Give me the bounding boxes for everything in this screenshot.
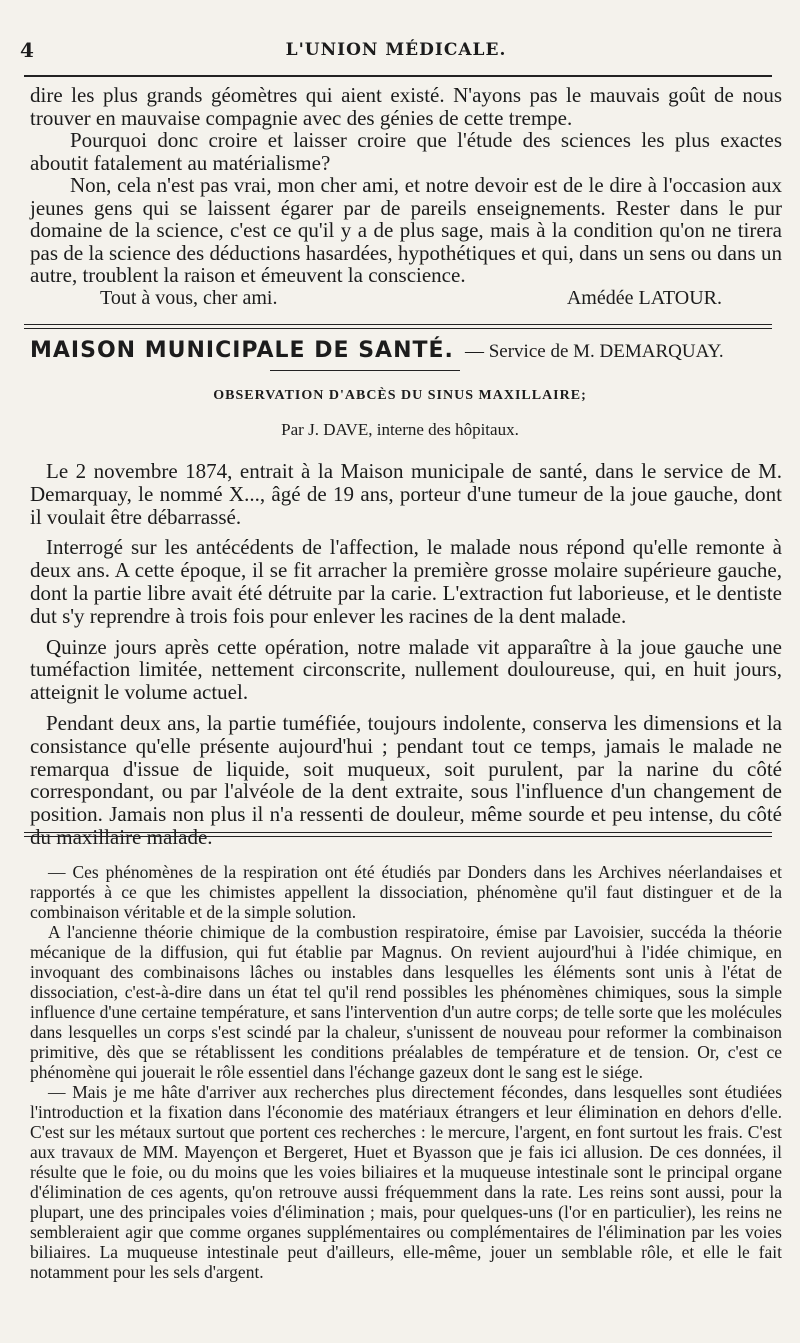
feuilleton-paragraph: — Ces phénomènes de la respiration ont été étudiés par Donders dans les Archives néerlandaises et rapportés à ce que les chimistes appellent la dissociation, phénomène qu'il faut distinguer et de la combinaison véritable et de la simple solution. xyxy=(30,862,782,922)
section-heading xyxy=(30,338,772,368)
running-header xyxy=(20,38,772,68)
letter-paragraph: Non, cela n'est pas vrai, mon cher ami, et notre devoir est de le dire à l'occasion aux jeunes gens qui se laissent égarer par de pareils enseignements. Rester dans le pur domaine de la science, c'est ce qu'il y a de plus sage, mais à la condition qu'on ne tirera pas de la science des déductions hasardées, hypothétiques et qui, dans un sens ou dans un autre, troublent la raison et émeuvent la conscience. xyxy=(30,173,782,287)
observation-paragraph: Interrogé sur les antécédents de l'affection, le malade nous répond qu'elle remonte à deux ans. A cette époque, il se fit arracher la première grosse molaire supérieure gauche, dont la partie libre avait été détruite par la carie. L'extraction fut laborieuse, et le dentiste dut s'y reprendre à trois fois pour enlever les racines de la dent malade. xyxy=(30,535,782,628)
letter-closing: Tout à vous, cher ami. xyxy=(100,286,278,309)
observation-title: OBSERVATION D'ABCÈS DU SINUS MAXILLAIRE; xyxy=(213,388,587,403)
observation-body xyxy=(30,460,782,857)
section-service: — Service de M. DEMARQUAY. xyxy=(464,341,724,362)
observation-paragraph: Pendant deux ans, la partie tuméfiée, toujours indolente, conserva les dimensions et la consistance qu'elle présente aujourd'hui ; pendant tout ce temps, jamais le malade ne remarqua d'issue de liquide, soit muqueux, soit purulent, par la narine du côté correspondant, ou par l'alvéole de la dent extraite, sous l'influence d'un changement de position. Jamais non plus il n'a ressenti de douleur, même sourde et peu intense, du côté du maxillaire malade. xyxy=(30,710,782,849)
page-number: 4 xyxy=(20,38,34,62)
letter-paragraph: dire les plus grands géomètres qui aient existé. N'ayons pas le mauvais goût de nous trouver en mauvaise compagnie avec des génies de cette trempe. xyxy=(30,83,782,130)
feuilleton-paragraph: — Mais je me hâte d'arriver aux recherches plus directement fécondes, dans lesquelles sont étudiées l'introduction et la fixation dans l'économie des matériaux étrangers et leur élimination en dehors d'elle. C'est sur les métaux surtout que portent ces recherches : le mercure, l'argent, en font surtout les frais. C'est aux travaux de MM. Mayençon et Bergeret, Huet et Byasson que je fais ici allusion. De ces données, il résulte que le foie, ou du moins que les voies biliaires et la muqueuse intestinale sont le principal organe d'élimination de ces agents, qu'on retrouve aussi fréquemment dans la rate. Les reins sont aussi, pour la plupart, une des principales voies d'élimination ; mais, pour quelques-uns (l'or en particulier), les reins ne sembleraient agir que comme organes supplémentaires ou complémentaires de l'élimination par les voies biliaires. La muqueuse intestinale peut d'ailleurs, elle-même, jouer un semblable rôle, et elle le fait notamment pour les sels d'argent. xyxy=(30,1082,782,1282)
observation-author: Par J. DAVE, interne des hôpitaux. xyxy=(281,420,519,439)
section-divider xyxy=(24,324,772,329)
observation-paragraph: Le 2 novembre 1874, entrait à la Maison municipale de santé, dans le service de M. Demarquay, le nommé X..., âgé de 19 ans, porteur d'une tumeur de la joue gauche, dont il voulait être débarrassé. xyxy=(30,459,782,529)
header-rule xyxy=(24,75,772,77)
feuilleton-divider xyxy=(24,832,772,837)
heading-rule xyxy=(270,370,460,371)
section-title: MAISON MUNICIPALE DE SANTÉ. xyxy=(30,338,454,363)
letter-signature-line xyxy=(30,287,782,311)
letter-conclusion xyxy=(30,84,782,311)
running-title: L'UNION MÉDICALE. xyxy=(285,40,507,60)
feuilleton-paragraph: A l'ancienne théorie chimique de la combustion respiratoire, émise par Lavoisier, succéda la théorie mécanique de la diffusion, qui fut établie par Magnus. On revient aujourd'hui à l'idée chimique, en invoquant des combinaisons lâches ou instables dans lesquelles les éléments sont unis à l'état de dissociation, c'est-à-dire dans un état tel qu'il rend possibles les phénomènes chimiques, sous la simple influence d'une certaine température, et sans l'intervention d'un autre corps; de telle sorte que les molécules dans lesquelles un corps s'est scindé par la chaleur, s'unissent de nouveau pour reformer la combinaison primitive, dès que se rétablissent les conditions préalables de température et de tension. Or, c'est ce phénomène qui jouerait le rôle essentiel dans l'échange gazeux dont le sang est le siége. xyxy=(30,922,782,1082)
observation-paragraph: Quinze jours après cette opération, notre malade vit apparaître à la joue gauche une tuméfaction limitée, nettement circonscrite, nullement douloureuse, qui, en huit jours, atteignit le volume actuel. xyxy=(30,634,782,705)
feuilleton-body xyxy=(30,862,782,1282)
letter-signature: Amédée LATOUR. xyxy=(566,286,722,309)
letter-paragraph: Pourquoi donc croire et laisser croire que l'étude des sciences les plus exactes aboutit fatalement au matérialisme? xyxy=(30,128,782,175)
